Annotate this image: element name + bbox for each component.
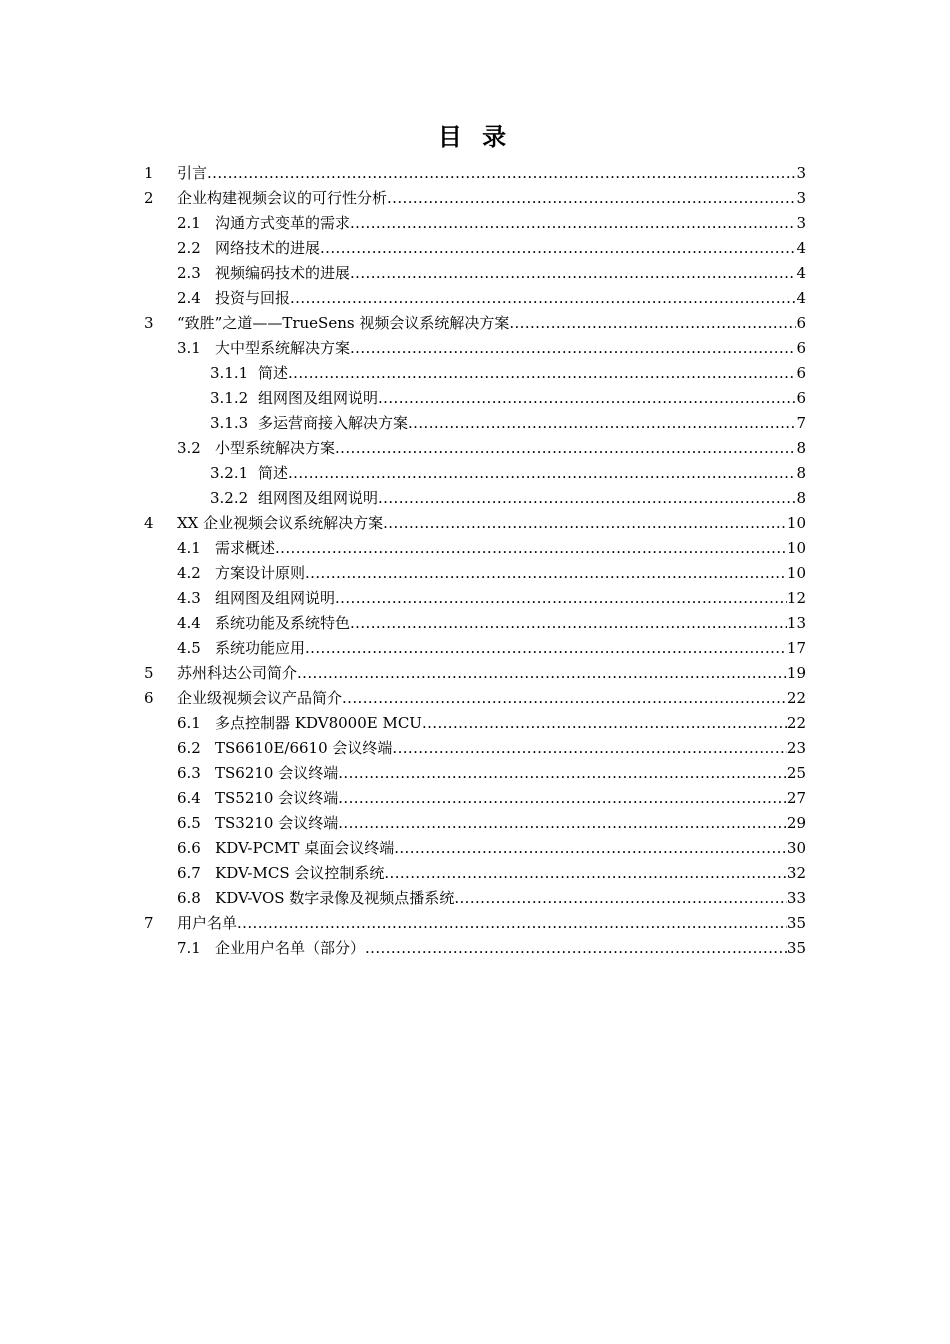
toc-dot-leader [305, 561, 787, 586]
toc-entry-number: 6.1 [177, 714, 201, 732]
toc-entry-number: 6.6 [177, 839, 201, 857]
toc-entry-title: “致胜”之道——TrueSens 视频会议系统解决方案 [177, 314, 510, 332]
toc-entry-title: 视频编码技术的进展 [215, 264, 351, 282]
toc-entry-title: 企业用户名单（部分） [215, 939, 366, 957]
toc-entry-number: 6.4 [177, 789, 201, 807]
toc-entry-page-number: 32 [786, 864, 806, 882]
toc-entry-title: 系统功能应用 [215, 639, 306, 657]
toc-entry-number: 6.3 [177, 764, 201, 782]
toc-entry-number: 4 [144, 514, 154, 532]
toc-entry-page-number: 13 [786, 614, 806, 632]
toc-entry-title: KDV-VOS 数字录像及视频点播系统 [215, 889, 455, 907]
toc-dot-leader [394, 836, 787, 861]
toc-dot-leader [422, 711, 787, 736]
toc-dot-leader [338, 786, 787, 811]
toc-entry[interactable] [144, 486, 806, 511]
toc-entry-number: 2.4 [177, 289, 201, 307]
toc-dot-leader [350, 336, 796, 361]
toc-entry[interactable] [144, 836, 806, 861]
toc-entry-number: 3 [144, 314, 154, 332]
toc-dot-leader [207, 161, 796, 186]
toc-dot-leader [275, 536, 787, 561]
toc-entry-title: 投资与回报 [215, 289, 291, 307]
toc-entry[interactable] [144, 886, 806, 911]
toc-entry-number: 4.1 [177, 539, 201, 557]
toc-entry-number: 4.4 [177, 614, 201, 632]
toc-entry-number: 3.2 [177, 439, 201, 457]
toc-entry-title: TS5210 会议终端 [215, 789, 339, 807]
toc-entry-title: 方案设计原则 [215, 564, 306, 582]
toc-entry[interactable] [144, 311, 806, 336]
toc-entry[interactable] [144, 536, 806, 561]
toc-entry-page-number: 33 [786, 889, 806, 907]
toc-entry-page-number: 12 [786, 589, 806, 607]
toc-entry-page-number: 3 [796, 214, 806, 232]
toc-dot-leader [384, 861, 787, 886]
toc-entry[interactable] [144, 861, 806, 886]
toc-list [144, 161, 806, 961]
toc-dot-leader [365, 936, 787, 961]
toc-dot-leader [387, 186, 796, 211]
toc-dot-leader [297, 661, 787, 686]
toc-entry-number: 3.1.2 [210, 389, 249, 407]
toc-entry-number: 6.7 [177, 864, 201, 882]
toc-dot-leader [305, 636, 787, 661]
toc-entry-page-number: 35 [786, 939, 806, 957]
toc-entry-number: 6 [144, 689, 154, 707]
toc-dot-leader [288, 361, 796, 386]
toc-entry-title: 系统功能及系统特色 [215, 614, 351, 632]
toc-entry-page-number: 4 [796, 264, 806, 282]
toc-dot-leader [383, 511, 787, 536]
toc-entry-page-number: 8 [796, 464, 806, 482]
toc-dot-leader [290, 286, 796, 311]
toc-entry-page-number: 25 [786, 764, 806, 782]
toc-entry[interactable] [144, 936, 806, 961]
toc-entry-title: 用户名单 [177, 914, 238, 932]
toc-entry[interactable] [144, 711, 806, 736]
toc-entry[interactable] [144, 686, 806, 711]
toc-entry[interactable] [144, 161, 806, 186]
toc-dot-leader [350, 261, 796, 286]
toc-entry-title: 小型系统解决方案 [215, 439, 336, 457]
toc-entry[interactable] [144, 911, 806, 936]
toc-entry-page-number: 22 [786, 714, 806, 732]
toc-entry[interactable] [144, 786, 806, 811]
toc-entry-title: TS6610E/6610 会议终端 [215, 739, 393, 757]
toc-dot-leader [392, 736, 787, 761]
toc-entry-page-number: 29 [786, 814, 806, 832]
toc-entry-number: 3.1.1 [210, 364, 249, 382]
toc-entry-title: 多运营商接入解决方案 [258, 414, 409, 432]
toc-entry-number: 7 [144, 914, 154, 932]
toc-entry[interactable] [144, 186, 806, 211]
toc-dot-leader [288, 461, 796, 486]
toc-dot-leader [350, 611, 787, 636]
toc-entry-page-number: 3 [796, 189, 806, 207]
toc-entry-page-number: 4 [796, 239, 806, 257]
toc-entry-title: 引言 [177, 164, 208, 182]
toc-entry-page-number: 22 [786, 689, 806, 707]
toc-entry-title: XX 企业视频会议系统解决方案 [177, 514, 384, 532]
toc-dot-leader [342, 686, 787, 711]
toc-entry[interactable] [144, 811, 806, 836]
toc-entry-title: 多点控制器 KDV8000E MCU [215, 714, 422, 732]
toc-entry-page-number: 23 [786, 739, 806, 757]
toc-entry-title: KDV-PCMT 桌面会议终端 [215, 839, 395, 857]
toc-entry-page-number: 8 [796, 439, 806, 457]
toc-dot-leader [454, 886, 787, 911]
toc-entry-title: 苏州科达公司简介 [177, 664, 298, 682]
toc-entry-number: 3.1 [177, 339, 201, 357]
toc-entry-title: 大中型系统解决方案 [215, 339, 351, 357]
toc-entry[interactable] [144, 261, 806, 286]
toc-dot-leader [335, 586, 787, 611]
toc-dot-leader [350, 211, 796, 236]
toc-entry-number: 2.3 [177, 264, 201, 282]
toc-entry-title: 企业级视频会议产品简介 [177, 689, 343, 707]
toc-entry-page-number: 35 [786, 914, 806, 932]
toc-entry-title: 组网图及组网说明 [258, 489, 379, 507]
toc-entry-page-number: 3 [796, 164, 806, 182]
toc-entry-page-number: 10 [786, 539, 806, 557]
toc-entry-number: 2.2 [177, 239, 201, 257]
toc-entry-page-number: 6 [796, 339, 806, 357]
toc-entry-number: 3.2.2 [210, 489, 249, 507]
toc-entry-page-number: 17 [786, 639, 806, 657]
toc-entry-title: 企业构建视频会议的可行性分析 [177, 189, 388, 207]
toc-entry-number: 6.8 [177, 889, 201, 907]
toc-entry[interactable] [144, 336, 806, 361]
toc-entry-number: 6.5 [177, 814, 201, 832]
toc-entry-number: 2.1 [177, 214, 201, 232]
toc-dot-leader [338, 811, 787, 836]
toc-dot-leader [378, 386, 796, 411]
toc-entry-title: 沟通方式变革的需求 [215, 214, 351, 232]
toc-dot-leader [320, 236, 796, 261]
toc-entry-page-number: 4 [796, 289, 806, 307]
toc-entry-title: 简述 [258, 364, 289, 382]
toc-entry-page-number: 6 [796, 314, 806, 332]
toc-entry-number: 4.5 [177, 639, 201, 657]
toc-entry-title: 组网图及组网说明 [215, 589, 336, 607]
toc-dot-leader [335, 436, 796, 461]
toc-entry-number: 3.1.3 [210, 414, 249, 432]
toc-entry[interactable] [144, 561, 806, 586]
toc-dot-leader [408, 411, 796, 436]
toc-entry[interactable] [144, 611, 806, 636]
toc-entry-title: TS3210 会议终端 [215, 814, 339, 832]
toc-entry-number: 6.2 [177, 739, 201, 757]
toc-entry-title: 网络技术的进展 [215, 239, 321, 257]
toc-dot-leader [378, 486, 796, 511]
toc-entry-page-number: 6 [796, 364, 806, 382]
toc-entry[interactable] [144, 736, 806, 761]
toc-title: 目 录 [437, 123, 513, 151]
toc-entry[interactable] [144, 761, 806, 786]
toc-entry-number: 5 [144, 664, 154, 682]
toc-entry[interactable] [144, 211, 806, 236]
toc-entry[interactable] [144, 636, 806, 661]
toc-entry[interactable] [144, 511, 806, 536]
toc-entry-page-number: 10 [786, 564, 806, 582]
toc-dot-leader [509, 311, 796, 336]
toc-entry[interactable] [144, 586, 806, 611]
toc-entry-page-number: 30 [786, 839, 806, 857]
toc-entry-title: TS6210 会议终端 [215, 764, 339, 782]
toc-entry-title: KDV-MCS 会议控制系统 [215, 864, 385, 882]
toc-entry-page-number: 6 [796, 389, 806, 407]
toc-entry[interactable] [144, 236, 806, 261]
toc-entry-title: 组网图及组网说明 [258, 389, 379, 407]
toc-dot-leader [338, 761, 787, 786]
toc-entry-title: 需求概述 [215, 539, 276, 557]
toc-entry-number: 7.1 [177, 939, 201, 957]
toc-entry-number: 4.2 [177, 564, 201, 582]
toc-entry-number: 1 [144, 164, 154, 182]
toc-entry-number: 3.2.1 [210, 464, 249, 482]
toc-entry-title: 简述 [258, 464, 289, 482]
toc-entry[interactable] [144, 436, 806, 461]
toc-entry-page-number: 19 [786, 664, 806, 682]
toc-entry-page-number: 27 [786, 789, 806, 807]
toc-entry[interactable] [144, 286, 806, 311]
toc-entry[interactable] [144, 361, 806, 386]
toc-entry[interactable] [144, 661, 806, 686]
toc-entry-page-number: 7 [796, 414, 806, 432]
toc-entry[interactable] [144, 461, 806, 486]
toc-entry-page-number: 10 [786, 514, 806, 532]
toc-entry-number: 2 [144, 189, 154, 207]
toc-entry[interactable] [144, 411, 806, 436]
toc-dot-leader [237, 911, 787, 936]
toc-entry[interactable] [144, 386, 806, 411]
toc-entry-page-number: 8 [796, 489, 806, 507]
toc-entry-number: 4.3 [177, 589, 201, 607]
